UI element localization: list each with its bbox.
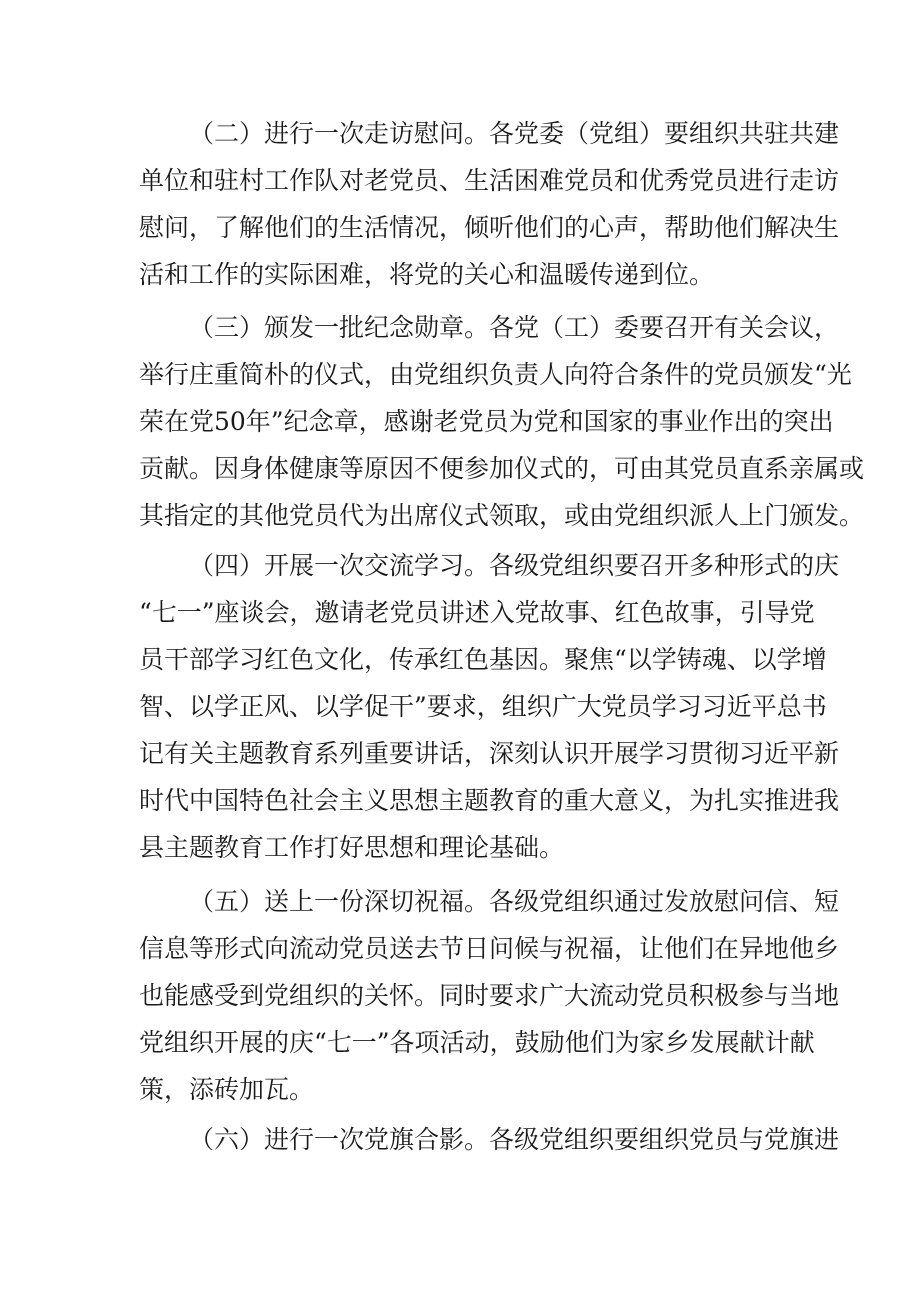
paragraph-4-line-1: （四）开展一次交流学习。各级党组织要召开多种形式的庆 — [189, 551, 840, 580]
paragraph-3-line-1: （三）颁发一批纪念勋章。各党（工）委要召开有关会议， — [189, 313, 840, 342]
paragraph-5-line-3: 也能感受到党组织的关怀。同时要求广大流动党员积极参与当地 — [139, 981, 840, 1010]
paragraph-5-line-4: 党组织开展的庆“七一”各项活动，鼓励他们为家乡发展献计献 — [139, 1028, 815, 1057]
paragraph-6-line-1: （六）进行一次党旗合影。各级党组织要组织党员与党旗进 — [189, 1125, 840, 1154]
paragraph-5-line-5: 策，添砖加瓦。 — [139, 1075, 315, 1104]
paragraph-4-line-7: 县主题教育工作打好思想和理论基础。 — [139, 833, 565, 862]
paragraph-3-line-3: 荣在党50年”纪念章，感谢老党员为党和国家的事业作出的突出 — [139, 407, 834, 436]
paragraph-2-line-2: 单位和驻村工作队对老党员、生活困难党员和优秀党员进行走访 — [139, 166, 840, 195]
paragraph-3-line-4: 贡献。因身体健康等原因不便参加仪式的，可由其党员直系亲属或 — [139, 454, 865, 483]
paragraph-4-line-5: 记有关主题教育系列重要讲话，深刻认识开展学习贯彻习近平新 — [139, 739, 840, 768]
paragraph-4-line-6: 时代中国特色社会主义思想主题教育的重大意义，为扎实推进我 — [139, 786, 840, 815]
paragraph-2-line-3: 慰问，了解他们的生活情况，倾听他们的心声，帮助他们解决生 — [139, 213, 840, 242]
paragraph-5-line-2: 信息等形式向流动党员送去节日问候与祝福，让他们在异地他乡 — [139, 934, 840, 963]
paragraph-4-line-4: 智、以学正风、以学促干”要求，组织广大党员学习习近平总书 — [139, 692, 827, 721]
paragraph-3-line-5: 其指定的其他党员代为出席仪式领取，或由党组织派人上门颁发。 — [139, 501, 865, 530]
paragraph-5-line-1: （五）送上一份深切祝福。各级党组织通过发放慰问信、短 — [189, 887, 840, 916]
paragraph-3-line-2: 举行庄重简朴的仪式，由党组织负责人向符合条件的党员颁发“光 — [139, 360, 852, 389]
paragraph-2-line-1: （二）进行一次走访慰问。各党委（党组）要组织共驻共建 — [189, 119, 840, 148]
paragraph-2-line-4: 活和工作的实际困难，将党的关心和温暖传递到位。 — [139, 260, 715, 289]
paragraph-4-line-3: 员干部学习红色文化，传承红色基因。聚焦“以学铸魂、以学增 — [139, 645, 827, 674]
paragraph-4-line-2: “七一”座谈会，邀请老党员讲述入党故事、红色故事，引导党 — [139, 598, 815, 627]
